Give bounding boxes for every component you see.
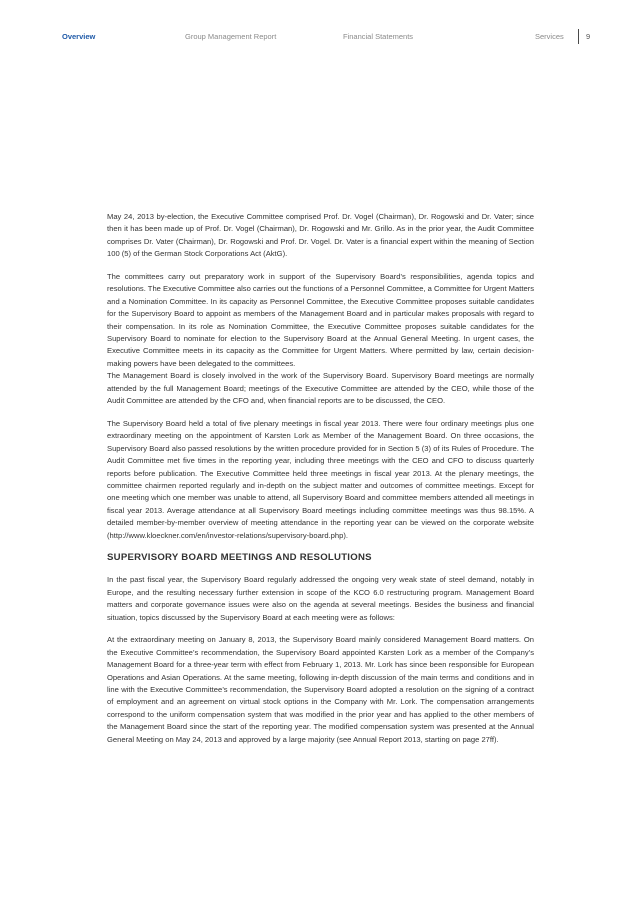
nav-link-overview[interactable]: Overview: [62, 32, 96, 41]
paragraph-management-board-involvement: The Management Board is closely involved in the work of the Supervisory Board. Supervisory Board meetings are normally attended by the full Management Board; meetings of the Executive Committee are attended by the CEO, while those of the Audit Committee are attended by the CFO and, when financial reports are to be discussed, the CEO.: [107, 371, 534, 406]
nav-divider: [578, 29, 579, 44]
page-number: 9: [586, 32, 591, 41]
paragraph-meeting-topics: In the past fiscal year, the Supervisory Board regularly addressed the ongoing very weak state of steel demand, notably in Europe, and the resulting necessary further extension in scope of the KCO 6.0 restructuring program. Management Board matters and corporate governance issues were also on the agenda at several meetings. Besides the business and financial situation, topics discussed by the Supervisory Board at each meeting were as follows:: [107, 575, 534, 622]
paragraph-meeting-attendance: The Supervisory Board held a total of five plenary meetings in fiscal year 2013. There were four ordinary meetings plus one extraordinary meeting on the appointment of Karsten Lork as Member of the Management Board. On three occasions, the Supervisory Board also passed resolutions by the written procedure provided for in Section 5 (3) of its Rules of Procedure. The Audit Committee met five times in the reporting year, including three meetings with the CEO and CFO to discuss quarterly reports before publication. The Executive Committee held three meetings in fiscal year 2013. At the plenary meetings, the committee chairmen reported regularly and in-depth on the subject matter and outcomes of committee meetings. Except for one meeting which one member was unable to attend, all Supervisory Board and committee members attended all meetings in fiscal year 2013. Average attendance at all Supervisory Board meetings including committee meetings was thus 98.15%. A detailed member-by-member overview of meeting attendance in the reporting year can be viewed on the corporate website (http://www.kloeckner.com/en/investor-relations/supervisory-board.php).: [107, 418, 534, 540]
nav-link-financial-statements[interactable]: Financial Statements: [343, 32, 414, 41]
section-heading: SUPERVISORY BOARD MEETINGS AND RESOLUTIONS: [107, 552, 372, 564]
paragraph-committee-functions: The committees carry out preparatory work in support of the Supervisory Board’s responsibilities, agenda topics and resolutions. The Executive Committee also carries out the functions of a Personnel Committee, a Committee for Urgent Matters and a Nomination Committee. In its capacity as Personnel Committee, the Executive Committee proposes suitable candidates for the Supervisory Board to appoint as members of the Management Board and in particular makes proposals with regard to their compensation. In its role as Nomination Committee, the Executive Committee proposes suitable candidates for the Supervisory Board to nominate for election to the Supervisory Board at the Annual General Meeting. In urgent cases, the Executive Committee meets in its capacity as the Committee for Urgent Matters. Where permitted by law, certain decision-making powers have been delegated to the committees.: [107, 272, 534, 368]
top-navigation: [0, 0, 638, 44]
report-body: [107, 211, 534, 756]
nav-link-services[interactable]: Services: [535, 32, 564, 41]
paragraph-extraordinary-meeting: At the extraordinary meeting on January 8, 2013, the Supervisory Board mainly considered Management Board matters. On the Executive Committee’s recommendation, the Supervisory Board appointed Karsten Lork as a member of the Company’s Management Board for a three-year term with effect from February 1, 2013. Mr. Lork has since been responsible for European Operations and Asian Operations. At the same meeting, following in-depth discussion of the main terms and conditions and in line with the Executive Committee’s recommendation, the Supervisory Board adopted a resolution on the signing of a contract of employment and an agreement on virtual stock options in the Company with Mr. Lork. The compensation arrangements correspond to the uniform compensation system that was modified in the prior year and has applied to the other members of the Management Board since the start of the reporting year. The modified compensation system was presented at the Annual General Meeting on May 24, 2013 and approved by a large majority (see Annual Report 2013, starting on page 27ff).: [107, 635, 534, 744]
nav-link-group-management-report[interactable]: Group Management Report: [185, 32, 277, 41]
paragraph-committee-composition: May 24, 2013 by-election, the Executive Committee comprised Prof. Dr. Vogel (Chairman), Dr. Rogowski and Dr. Vater; since then it has been made up of Prof. Dr. Vogel (Chairman), Dr. Rogowski and Mr. Grillo. As in the prior year, the Audit Committee comprises Dr. Vater (Chairman), Dr. Rogowski and Prof. Dr. Vogel. Dr. Vater is a financial expert within the meaning of Section 100 (5) of the German Stock Corporations Act (AktG).: [107, 212, 534, 259]
